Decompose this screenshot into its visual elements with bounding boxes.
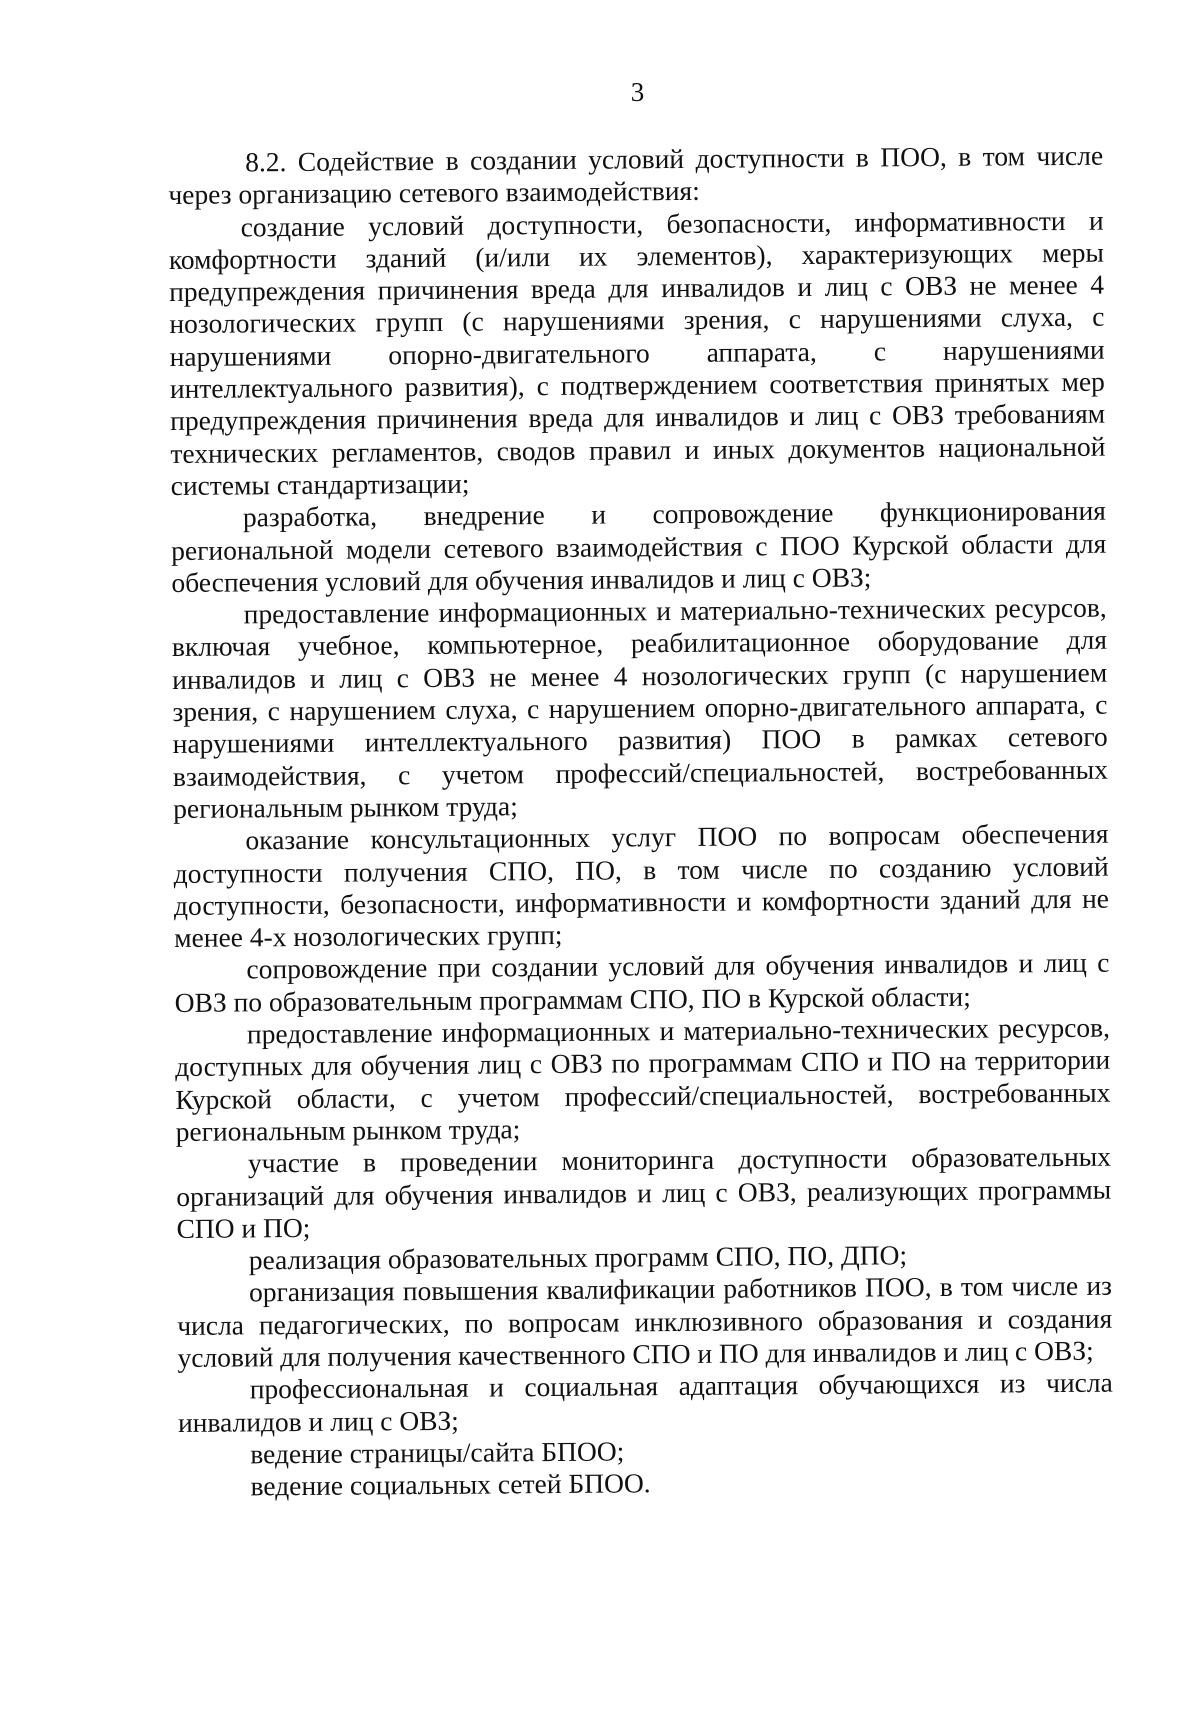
list-item: ведение страницы/сайта БПОО;: [250, 1435, 625, 1470]
list-item: разработка, внедрение и сопровождение функционирования региональной модели сетевого взаимодействия с ПОО Курской области для обеспечения условий для обучения инвалидов и лиц с ОВЗ;: [171, 494, 1107, 598]
list-item: создание условий доступности, безопасности, информативности и комфортности зданий (и/или их элементов), характеризующих меры предупреждения причинения вреда для инвалидов и лиц с ОВЗ не менее 4 нозологических групп (с нарушениями зрения, с нарушениями слуха, с нарушениями опорно-двигательного аппарата, с нарушениями интеллектуального развития), с подтверждением соответствия принятых мер предупреждения причинения вреда для инвалидов и лиц с ОВЗ требованиям технических регламентов, сводов правил и иных документов национальной системы стандартизации;: [168, 204, 1106, 501]
list-item: участие в проведении мониторинга доступности образовательных организаций для обучения инвалидов и лиц с ОВЗ, реализующих программы СПО и ПО;: [176, 1140, 1112, 1244]
list-item: организация повышения квалификации работников ПОО, в том числе из числа педагогических, по вопросам инклюзивного образования и создания условий для получения качественного СПО и ПО для инвалидов и лиц с ОВЗ;: [177, 1270, 1113, 1373]
list-item: ведение социальных сетей БПОО.: [250, 1467, 651, 1502]
list-item: предоставление информационных и материально-технических ресурсов, включая учебное, компьютерное, реабилитационное оборудование для инвалидов и лиц с ОВЗ не менее 4 нозологических групп (с нарушением зрения, с нарушением слуха, с нарушением опорно-двигательного аппарата, с нарушениями интеллектуального развития) ПОО в рамках сетевого взаимодействия, с учетом профессий/специальностей, востребованных региональным рынком труда;: [171, 591, 1109, 824]
list-item: сопровождение при создании условий для обучения инвалидов и лиц с ОВЗ по образовательным программам СПО, ПО в Курской области;: [174, 947, 1110, 1018]
list-item: профессиональная и социальная адаптация обучающихся из числа инвалидов и лиц с ОВЗ;: [177, 1366, 1113, 1438]
list-item: реализация образовательных программ СПО, ПО, ДПО;: [248, 1239, 908, 1276]
document-body: [168, 140, 1114, 1504]
list-item: предоставление информационных и материально-технических ресурсов, доступных для обучения лиц с ОВЗ по программам СПО и ПО на территории Курской области, с учетом профессий/специальностей, востребованных региональным рынком труда;: [175, 1011, 1111, 1147]
section-heading: 8.2. Содействие в создании условий доступности в ПОО, в том числе через организацию сетевого взаимодействия:: [168, 139, 1104, 211]
page-number: 3: [630, 77, 645, 107]
list-item: оказание консультационных услуг ПОО по вопросам обеспечения доступности получения СПО, ПО, в том числе по созданию условий доступности, безопасности, информативности и комфортности зданий для не менее 4-х нозологических групп;: [173, 817, 1110, 954]
